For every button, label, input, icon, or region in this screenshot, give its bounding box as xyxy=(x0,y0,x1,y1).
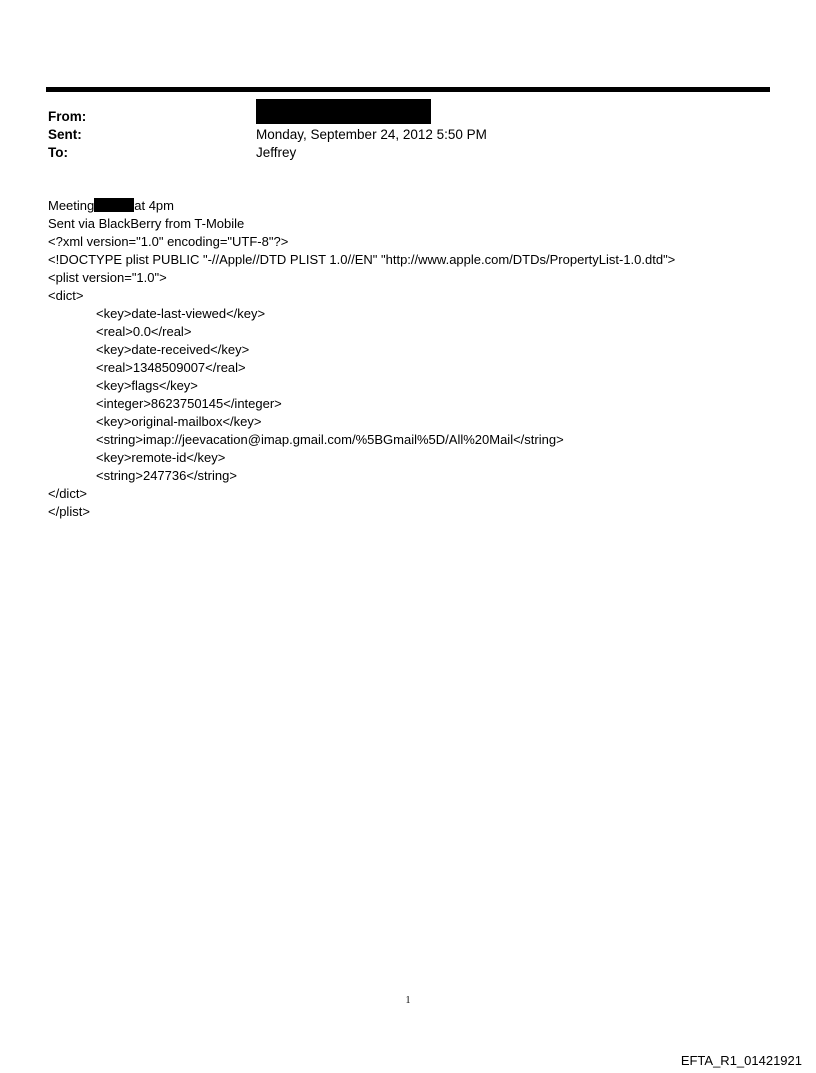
to-value: Jeffrey xyxy=(256,145,297,160)
body-line: <key>flags</key> xyxy=(96,378,198,393)
body-line: <key>original-mailbox</key> xyxy=(96,414,262,429)
body-line: <integer>8623750145</integer> xyxy=(96,396,282,411)
message-body xyxy=(48,197,788,521)
bates-number: EFTA_R1_01421921 xyxy=(680,1053,802,1068)
sent-label: Sent: xyxy=(48,127,82,142)
meeting-prefix: Meeting xyxy=(48,198,95,213)
body-line: Sent via BlackBerry from T-Mobile xyxy=(48,216,245,231)
header-divider xyxy=(46,87,770,92)
body-line: <key>remote-id</key> xyxy=(96,450,226,465)
body-line: <?xml version="1.0" encoding="UTF-8"?> xyxy=(48,234,289,249)
body-line: <string>247736</string> xyxy=(96,468,237,483)
to-row xyxy=(48,143,768,162)
body-line: <real>0.0</real> xyxy=(96,324,192,339)
body-line: <key>date-received</key> xyxy=(96,342,250,357)
body-line: <real>1348509007</real> xyxy=(96,360,246,375)
body-line: <plist version="1.0"> xyxy=(48,270,167,285)
body-line: <!DOCTYPE plist PUBLIC "-//Apple//DTD PLIST 1.0//EN" "http://www.apple.com/DTDs/PropertyList-1.0.dtd"> xyxy=(48,252,676,267)
from-label: From: xyxy=(48,109,87,124)
body-line: </plist> xyxy=(48,504,90,519)
body-line: <dict> xyxy=(48,288,84,303)
sent-value: Monday, September 24, 2012 5:50 PM xyxy=(256,127,487,142)
from-row xyxy=(48,107,768,126)
page-number: 1 xyxy=(405,995,411,1006)
from-redaction xyxy=(256,99,431,124)
body-line: <key>date-last-viewed</key> xyxy=(96,306,266,321)
body-line: </dict> xyxy=(48,486,88,501)
meeting-suffix: at 4pm xyxy=(134,198,174,213)
sent-row xyxy=(48,125,768,144)
meeting-redaction xyxy=(94,198,134,212)
meeting-line xyxy=(48,197,788,215)
body-line: <string>imap://jeevacation@imap.gmail.com/%5BGmail%5D/All%20Mail</string> xyxy=(96,432,564,447)
to-label: To: xyxy=(48,145,68,160)
